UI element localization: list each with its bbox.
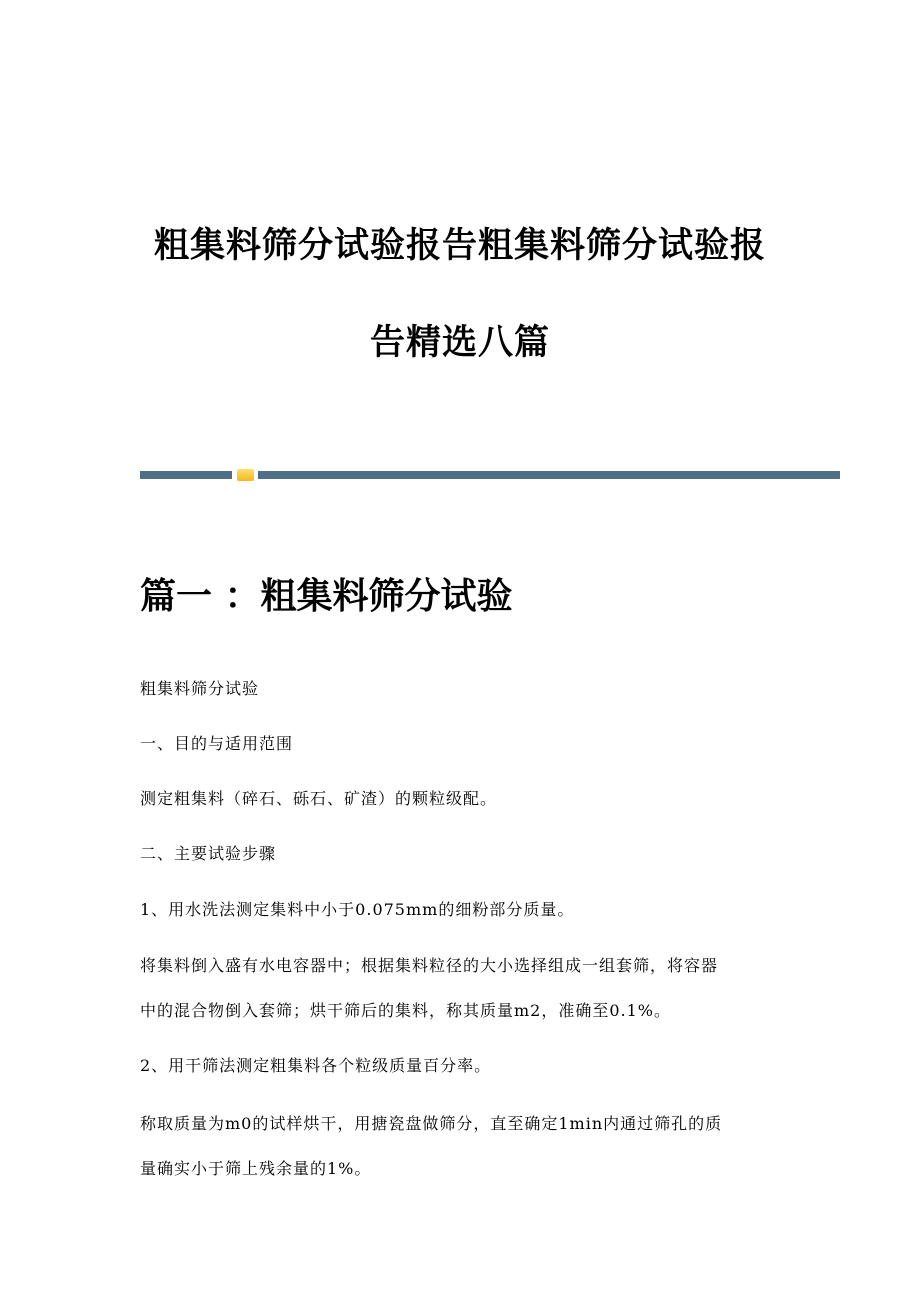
paragraph-line: 1、用水洗法测定集料中小于0.075mm的细粉部分质量。 xyxy=(140,900,575,919)
section-heading: 篇一 ：粗集料筛分试验 xyxy=(140,576,513,617)
paragraph-line: 二、主要试验步骤 xyxy=(140,844,277,863)
divider-ornament-icon xyxy=(237,469,254,481)
divider-right xyxy=(258,471,840,479)
divider-left xyxy=(140,471,232,479)
paragraph-line: 粗集料筛分试验 xyxy=(140,679,260,698)
paragraph-line: 一、目的与适用范围 xyxy=(140,734,294,753)
paragraph-line: 将集料倒入盛有水电容器中；根据集料粒径的大小选择组成一组套筛，将容器 xyxy=(140,956,719,975)
paragraph-line: 中的混合物倒入套筛；烘干筛后的集料，称其质量m2，准确至0.1%。 xyxy=(140,1001,672,1020)
document-title-line-1: 粗集料筛分试验报告粗集料筛分试验报 xyxy=(153,226,766,266)
paragraph-line: 称取质量为m0的试样烘干，用搪瓷盘做筛分，直至确定1min内通过筛孔的质 xyxy=(140,1114,723,1133)
document-title-line-2: 告精选八篇 xyxy=(369,323,550,363)
paragraph-line: 量确实小于筛上残余量的1%。 xyxy=(140,1159,372,1178)
paragraph-line: 测定粗集料（碎石、砾石、矿渣）的颗粒级配。 xyxy=(140,789,498,808)
paragraph-line: 2、用干筛法测定粗集料各个粒级质量百分率。 xyxy=(140,1056,492,1075)
